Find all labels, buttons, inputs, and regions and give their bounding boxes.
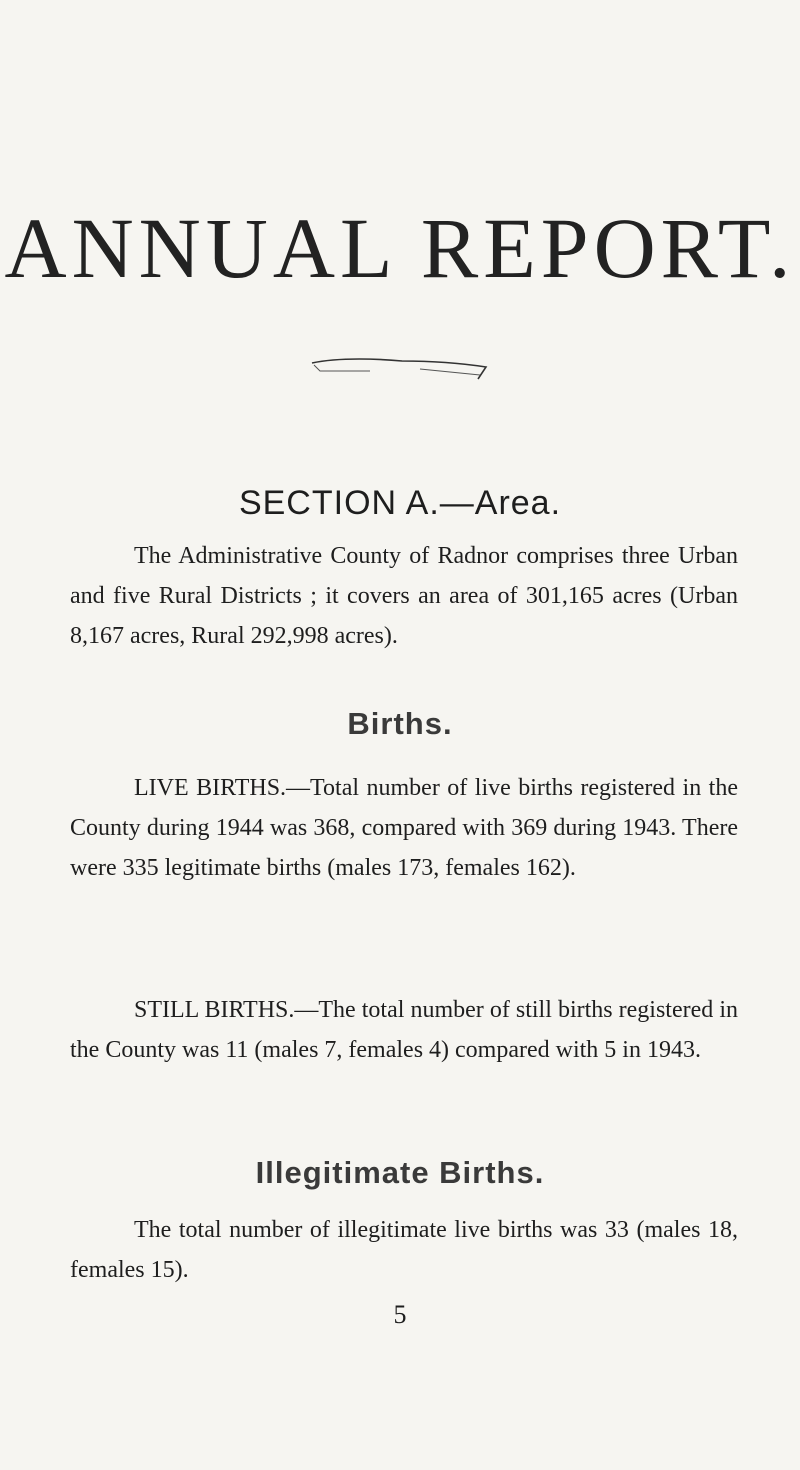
births-heading: Births. <box>347 706 453 741</box>
still-births-text: STILL BIRTHS.—The total number of still births registered in the County was 11 (males 7, females 4) compared with 5 in 1943. <box>70 997 738 1063</box>
title-ornament-rule <box>310 355 490 383</box>
illegitimate-births-text: The total number of illegitimate live births was 33 (males 18, females 15). <box>70 1217 738 1283</box>
area-paragraph <box>70 536 738 656</box>
section-a-heading: SECTION A.—Area. <box>238 484 562 522</box>
area-paragraph-text: The Administrative County of Radnor comprises three Urban and five Rural Districts ; it covers an area of 301,165 acres (Urban 8,167 acres, Rural 292,998 acres). <box>70 543 738 649</box>
live-births-text: LIVE BIRTHS.—Total number of live births registered in the County during 1944 was 368, compared with 369 during 1943. There were 335 legitimate births (males 173, females 162). <box>70 775 738 881</box>
live-births-paragraph <box>70 768 738 888</box>
report-title: ANNUAL REPORT. <box>4 200 796 296</box>
page-number: 5 <box>393 1300 407 1329</box>
illegitimate-births-paragraph <box>70 1210 738 1290</box>
still-births-paragraph <box>70 990 738 1070</box>
illegitimate-births-heading: Illegitimate Births. <box>255 1155 545 1190</box>
